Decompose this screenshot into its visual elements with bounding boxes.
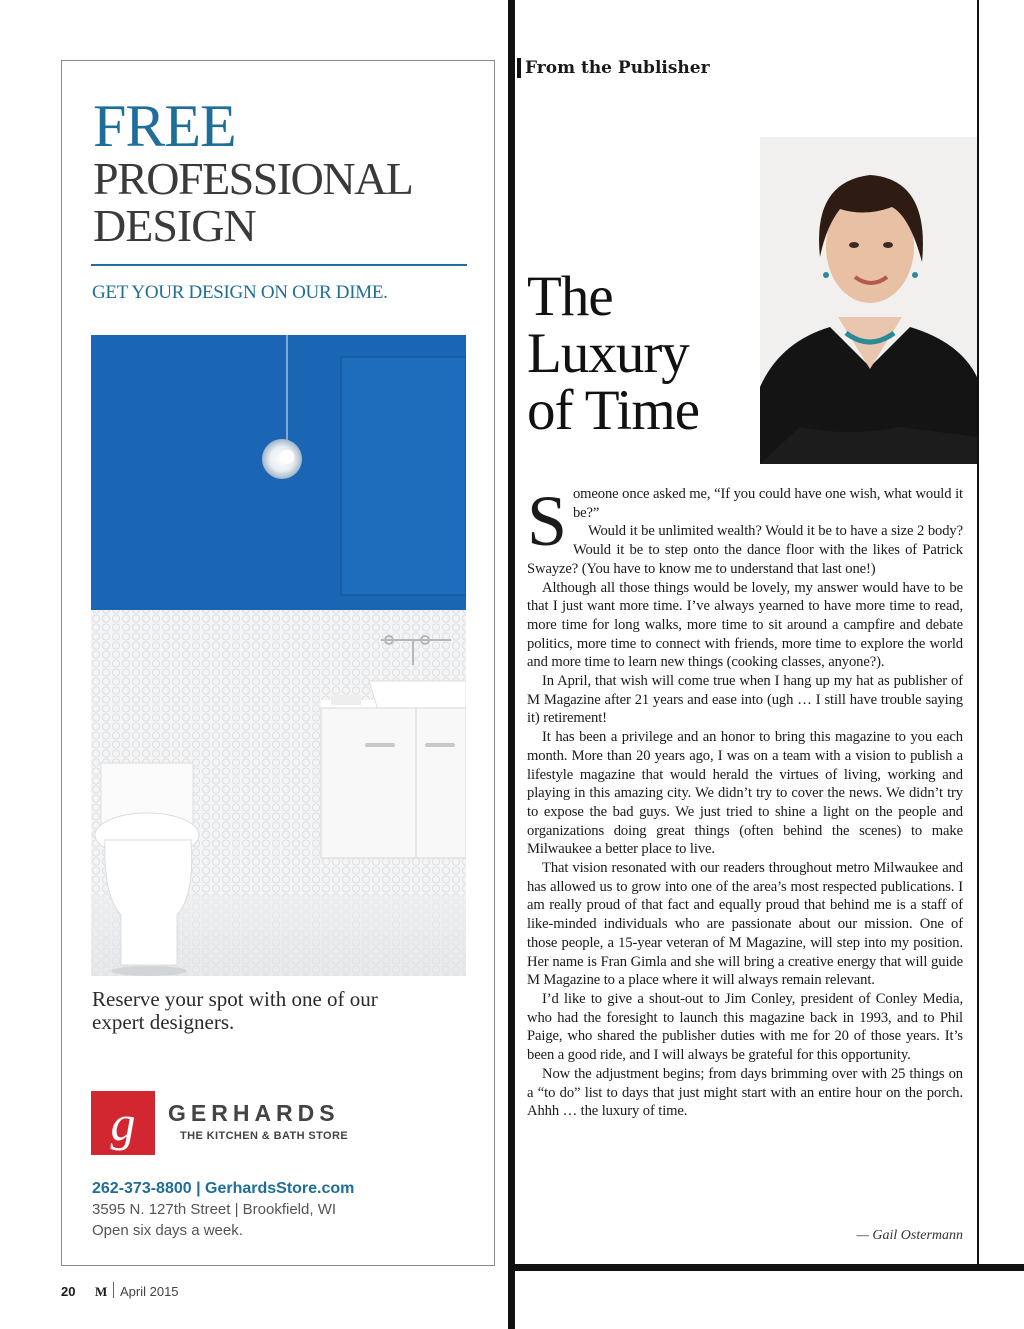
brand-tagline: THE KITCHEN & BATH STORE — [180, 1130, 349, 1142]
paragraph-7: I’d like to give a shout-out to Jim Conley, president of Conley Media, who had the foresight to launch this magazine back in 1993, and to Phil Paige, who shared the publisher duties with me for 20 of those years. It’s been a good ride, and I will always be grateful for this opportunity. — [527, 990, 963, 1064]
paragraph-2: Would it be unlimited wealth? Would it be to have a size 2 body? Would it be to step onto the dance floor with the likes of Patrick Swayze? (You have to know me to understand that last one!) — [527, 523, 963, 577]
issue-date: April 2015 — [120, 1284, 179, 1299]
page-frame-right-line — [977, 0, 979, 1264]
bathroom-photo — [91, 335, 466, 976]
drop-cap: S — [527, 481, 567, 561]
section-title: From the Publisher — [525, 58, 710, 78]
paragraph-4: In April, that wish will come true when I hang up my hat as publisher of M Magazine after 21 years and ease into (ugh … I still have trouble saying it) retirement! — [527, 673, 963, 727]
ad-contact-line[interactable]: 262-373-8800 | GerhardsStore.com — [92, 1180, 355, 1197]
publisher-portrait — [760, 137, 977, 464]
section-marker — [517, 58, 521, 78]
ad-headline-professional: PROFESSIONAL — [93, 153, 413, 204]
magazine-mark: M — [95, 1284, 108, 1299]
paragraph-1-text: omeone once asked me, “If you could have one wish, what would it be?” — [572, 486, 963, 521]
article-title — [527, 265, 699, 442]
gerhards-logo-letter: g — [110, 1095, 136, 1151]
paragraph-6: That vision resonated with our readers throughout metro Milwaukee and has allowed us to grow into one of the area’s most respected publications. I am really proud of that fact and equally proud that behind me is a staff of like-minded individuals who are passionate about our mission. One of those people, a 15-year veteran of M Magazine, will step into my position. Her name is Fran Gimla and she will bring a creative energy that will guide M Magazine to a place where it will always remain relevant. — [527, 860, 963, 989]
title-line-3: of Time — [527, 379, 699, 442]
ad-subhead: GET YOUR DESIGN ON OUR DIME. — [92, 282, 388, 303]
author-signature: — Gail Ostermann — [856, 1228, 963, 1243]
brand-name: GERHARDS — [168, 1100, 340, 1126]
title-line-2: Luxury — [527, 322, 689, 385]
ad-address: 3595 N. 127th Street | Brookfield, WI — [92, 1201, 337, 1218]
article-body — [527, 481, 963, 1121]
ad-caption: Reserve your spot with one of our expert designers. — [92, 987, 378, 1034]
ad-headline-free: FREE — [93, 93, 236, 159]
paragraph-8: Now the adjustment begins; from days brimming over with 25 things on a “to do” list to days that just might start with an entire hour on the porch. Ahhh … the luxury of time. — [527, 1065, 963, 1120]
paragraph-5: It has been a privilege and an honor to bring this magazine to you each month. More than 20 years ago, I was on a team with a vision to publish a lifestyle magazine that would herald the virtues of living, working and playing in this amazing city. We didn’t try to cover the news. We didn’t try to expose the bad guys. We just tried to shine a light on the people and organizations doing great things (often behind the scenes) to make Milwaukee a better place to live. — [527, 729, 963, 858]
title-line-1: The — [527, 265, 613, 328]
paragraph-3: Although all those things would be lovely, my answer would have to be that I just want more time. I’ve always yearned to have more time to read, more time for long walks, more time to sit around a campfire and debate politics, more time to connect with friends, more time to explore the world and more time to learn new things (cooking classes, anyone?). — [527, 579, 963, 671]
page-frame-left-bar — [508, 0, 515, 1329]
folio-divider — [113, 1282, 114, 1298]
page-number: 20 — [61, 1284, 76, 1299]
ad-hours: Open six days a week. — [92, 1222, 243, 1239]
page-frame-bottom-bar — [515, 1264, 1024, 1271]
ad-divider — [91, 264, 467, 266]
ad-headline-design: DESIGN — [93, 200, 256, 251]
